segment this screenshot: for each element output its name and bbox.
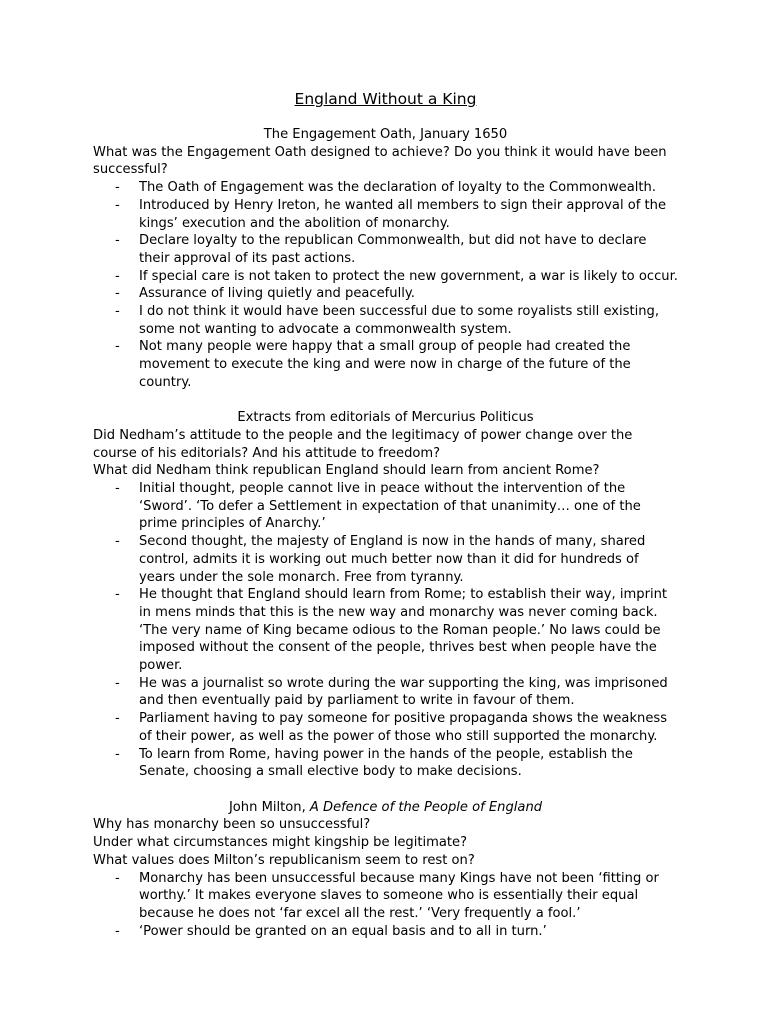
list-item: - Assurance of living quietly and peacefully. [115,286,415,302]
bullet-dash: - [115,481,120,497]
bullet-dash: - [115,304,120,320]
list-item: - If special care is not taken to protect the new government, a war is likely to occur. [115,268,678,284]
list-item: - To learn from Rome, having power in the hands of the people, establish the Senate, choosing a small elective body to make decisions. [115,746,633,780]
section-heading: Extracts from editorials of Mercurius Politicus [237,410,534,426]
bullet-dash: - [115,870,120,886]
list-item: - He thought that England should learn from Rome; to establish their way, imprint in mens minds that this is the new way and monarchy was never coming back. ‘The very name of King became odious to the Roman people.’ No laws could be imposed without the consent of the people, thrives best when people have the power. [115,587,668,674]
bullet-dash: - [115,711,120,727]
bullet-dash: - [115,286,120,302]
bullet-dash: - [115,197,120,213]
question-text: Why has monarchy been so unsuccessful? [93,817,371,833]
section-john-milton [93,799,678,941]
bullet-list [93,179,678,391]
list-item: - He was a journalist so wrote during the war supporting the king, was imprisoned and then eventually paid by parliament to write in favour of them. [115,675,668,709]
list-item: - Initial thought, people cannot live in peace without the intervention of the ‘Sword’. ‘To defer a Settlement in expectation of that unanimity… one of the prime principles of Anarchy.’ [115,481,641,532]
list-item: - Monarchy has been unsuccessful because many Kings have not been ‘fitting or worthy.’ It makes everyone slaves to someone who is essentially their equal because he does not ‘far excel all the rest.’ ‘Very frequently a fool.’ [115,870,659,921]
list-item: - Not many people were happy that a small group of people had created the movement to execute the king and were now in charge of the future of the country. [115,339,631,390]
bullet-dash: - [115,923,120,939]
section-spacer [93,392,678,410]
bullet-dash: - [115,746,120,762]
bullet-dash: - [115,587,120,603]
question-text: What values does Milton’s republicanism seem to rest on? [93,852,475,868]
section-heading: The Engagement Oath, January 1650 [263,127,508,142]
list-item: - Parliament having to pay someone for positive propaganda shows the weakness of their power, as well as the power of those who still supported the monarchy. [115,711,668,744]
section-spacer [93,781,678,799]
list-item: - ‘Power should be granted on an equal basis and to all in turn.’ [115,923,547,939]
question-text: What did Nedham think republican England should learn from ancient Rome? [93,463,600,479]
list-item: - I do not think it would have been successful due to some royalists still existing, some not wanting to advocate a commonwealth system. [115,304,660,337]
bullet-dash: - [115,534,120,550]
list-item: - Declare loyalty to the republican Commonwealth, but did not have to declare their approval of its past actions. [115,233,647,266]
document-title: England Without a King [294,90,477,108]
bullet-dash: - [115,339,120,355]
list-item: - Introduced by Henry Ireton, he wanted all members to sign their approval of the kings’ execution and the abolition of monarchy. [115,197,667,231]
section-heading: John Milton, A Defence of the People of England [228,799,543,815]
section-engagement-oath [93,126,678,392]
question-text: Did Nedham’s attitude to the people and the legitimacy of power change over the course of his editorials? And his attitude to freedom? [93,427,633,461]
document-page [93,89,678,940]
list-item: - The Oath of Engagement was the declaration of loyalty to the Commonwealth. [115,180,656,196]
bullet-dash: - [115,268,120,284]
list-item: - Second thought, the majesty of England is now in the hands of many, shared control, admits it is working out much better now than it did for hundreds of years under the sole monarch. Free from tyranny. [115,534,646,585]
book-title: A Defence of the People of England [309,799,543,815]
bullet-list [93,480,678,781]
question-text: What was the Engagement Oath designed to achieve? Do you think it would have been successful? [93,144,667,178]
section-mercurius-politicus [93,409,678,781]
bullet-dash: - [115,675,120,691]
question-text: Under what circumstances might kingship be legitimate? [93,835,468,851]
bullet-list [93,870,678,941]
bullet-dash: - [115,180,120,196]
bullet-dash: - [115,233,120,249]
